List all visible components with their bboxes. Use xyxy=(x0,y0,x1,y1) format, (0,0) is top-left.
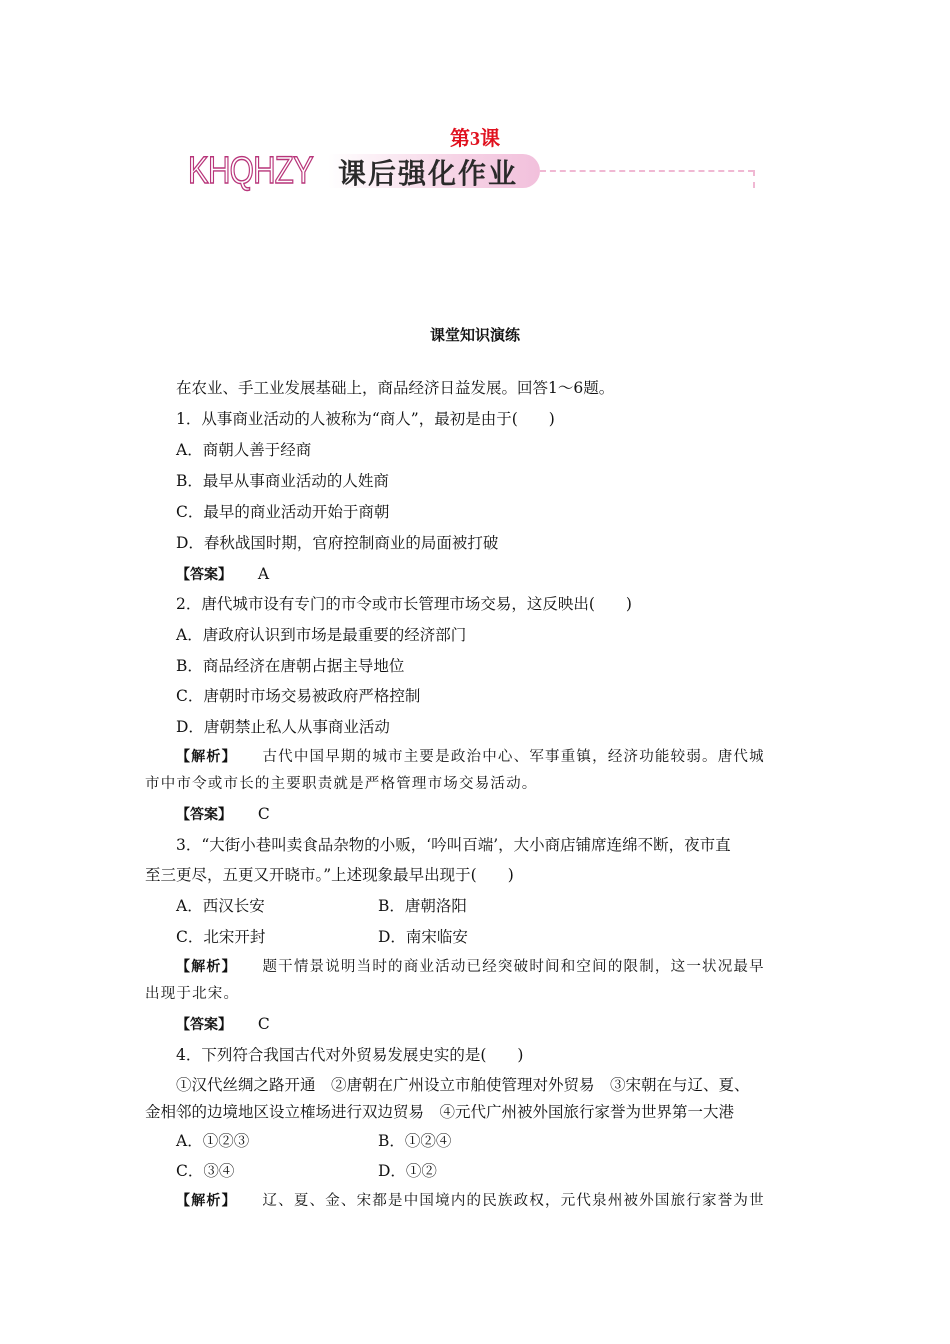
question-3-option-d[interactable]: D．南宋临安 xyxy=(378,928,468,946)
answer-label: 【答案】 xyxy=(176,807,232,823)
analysis-label: 【解析】 xyxy=(176,1193,237,1209)
question-4-option-c[interactable]: C．③④ xyxy=(176,1162,235,1180)
section-heading: 课堂知识演练 xyxy=(429,326,520,344)
analysis-text: 题干情景说明当时的商业活动已经突破时间和空间的限制，这一状况最早 xyxy=(262,959,765,975)
banner-dashed-line xyxy=(540,170,754,172)
question-2-analysis xyxy=(176,747,765,767)
question-4-analysis xyxy=(176,1191,765,1211)
question-2-answer xyxy=(176,804,270,825)
question-2-stem: 2．唐代城市设有专门的市令或市长管理市场交易，这反映出( ) xyxy=(176,595,632,613)
banner-text: 课后强化作业 xyxy=(338,157,519,190)
analysis-text: 古代中国早期的城市主要是政治中心、军事重镇，经济功能较弱。唐代城 xyxy=(262,749,765,765)
question-3-option-c[interactable]: C．北宋开封 xyxy=(176,928,266,946)
answer-value: A xyxy=(257,565,270,583)
answer-value: C xyxy=(257,805,270,823)
question-2-option-a[interactable]: A．唐政府认识到市场是最重要的经济部门 xyxy=(176,626,467,644)
question-3-analysis-cont: 出现于北宋。 xyxy=(145,986,240,1002)
question-3-option-a[interactable]: A．西汉长安 xyxy=(176,897,265,915)
banner-latin-logo: KHQHZY xyxy=(188,150,313,192)
question-4-items-cont: 金相邻的边境地区设立榷场进行双边贸易 ④元代广州被外国旅行家誉为世界第一大港 xyxy=(145,1103,735,1121)
question-4-option-d[interactable]: D．①② xyxy=(378,1162,437,1180)
answer-value: C xyxy=(257,1015,270,1033)
question-3-option-b[interactable]: B．唐朝洛阳 xyxy=(378,897,467,915)
analysis-label: 【解析】 xyxy=(176,959,237,975)
question-4-items: ①汉代丝绸之路开通 ②唐朝在广州设立市舶使管理对外贸易 ③宋朝在与辽、夏、 xyxy=(176,1076,750,1094)
question-1-stem: 1．从事商业活动的人被称为“商人”，最初是由于( ) xyxy=(176,410,555,428)
analysis-text: 辽、夏、金、宋都是中国境内的民族政权，元代泉州被外国旅行家誉为世 xyxy=(262,1193,765,1209)
analysis-label: 【解析】 xyxy=(176,749,237,765)
question-4-stem: 4．下列符合我国古代对外贸易发展史实的是( ) xyxy=(176,1046,524,1064)
question-2-option-b[interactable]: B．商品经济在唐朝占据主导地位 xyxy=(176,657,405,675)
banner-dashed-tick xyxy=(753,170,755,188)
question-3-stem: 3．“大街小巷叫卖食品杂物的小贩，‘吟叫百端’，大小商店铺席连绵不断，夜市直 xyxy=(176,836,731,854)
answer-label: 【答案】 xyxy=(176,1017,232,1033)
question-3-answer xyxy=(176,1014,270,1035)
lesson-title: 第3课 xyxy=(450,128,500,150)
question-3-analysis xyxy=(176,957,765,977)
question-1-option-b[interactable]: B．最早从事商业活动的人姓商 xyxy=(176,472,389,490)
question-2-option-c[interactable]: C．唐朝时市场交易被政府严格控制 xyxy=(176,687,421,705)
intro-line: 在农业、手工业发展基础上，商品经济日益发展。回答1～6题。 xyxy=(176,379,615,397)
banner xyxy=(188,148,768,198)
answer-label: 【答案】 xyxy=(176,567,232,583)
question-1-answer xyxy=(176,564,269,585)
question-4-option-a[interactable]: A．①②③ xyxy=(176,1132,250,1150)
question-2-analysis-cont: 市中市令或市长的主要职责就是严格管理市场交易活动。 xyxy=(145,776,538,792)
question-1-option-a[interactable]: A．商朝人善于经商 xyxy=(176,441,312,459)
question-1-option-c[interactable]: C．最早的商业活动开始于商朝 xyxy=(176,503,390,521)
question-2-option-d[interactable]: D．唐朝禁止私人从事商业活动 xyxy=(176,718,390,736)
question-1-option-d[interactable]: D．春秋战国时期，官府控制商业的局面被打破 xyxy=(176,534,499,552)
question-3-stem-cont: 至三更尽，五更又开晓市。”上述现象最早出现于( ) xyxy=(145,866,514,884)
question-4-option-b[interactable]: B．①②④ xyxy=(378,1132,452,1150)
